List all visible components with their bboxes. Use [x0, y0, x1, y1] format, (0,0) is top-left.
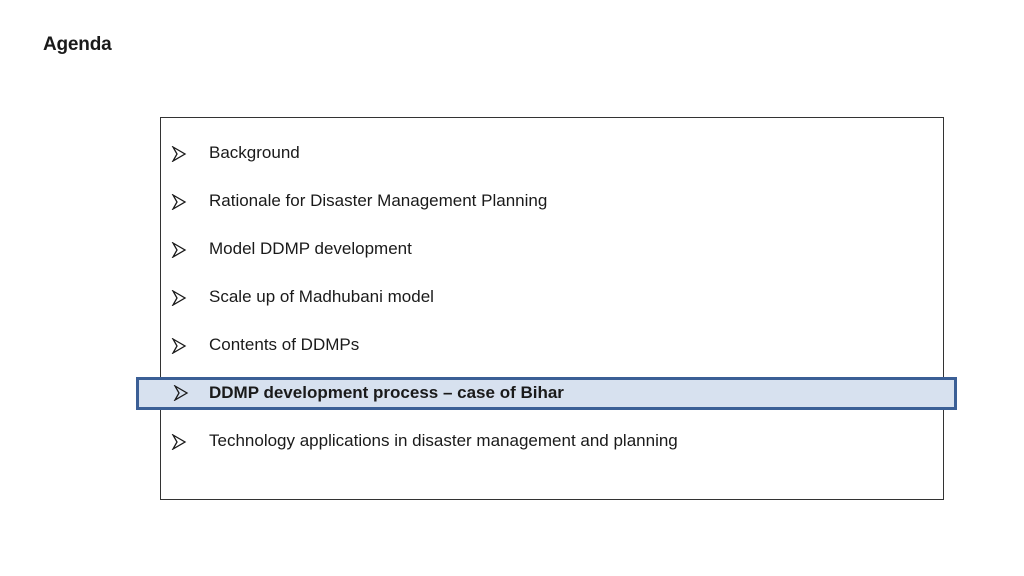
arrowhead-bullet-icon [171, 242, 187, 258]
agenda-item-label: Technology applications in disaster management and planning [209, 431, 678, 450]
agenda-item-label: Contents of DDMPs [209, 335, 360, 354]
agenda-item-label: Model DDMP development [209, 239, 412, 258]
arrowhead-bullet-icon [171, 434, 187, 450]
slide-title: Agenda [43, 34, 112, 55]
agenda-box [160, 117, 944, 500]
agenda-item-label: Background [209, 143, 300, 162]
agenda-item-ddmp-process-highlighted [136, 377, 957, 410]
agenda-item-label: Rationale for Disaster Management Planning [209, 191, 548, 210]
arrowhead-bullet-icon [173, 385, 189, 401]
agenda-item-label: Scale up of Madhubani model [209, 287, 434, 306]
arrowhead-bullet-icon [171, 194, 187, 210]
arrowhead-bullet-icon [171, 146, 187, 162]
agenda-item-label: DDMP development process – case of Bihar [209, 383, 564, 402]
arrowhead-bullet-icon [171, 338, 187, 354]
arrowhead-bullet-icon [171, 290, 187, 306]
